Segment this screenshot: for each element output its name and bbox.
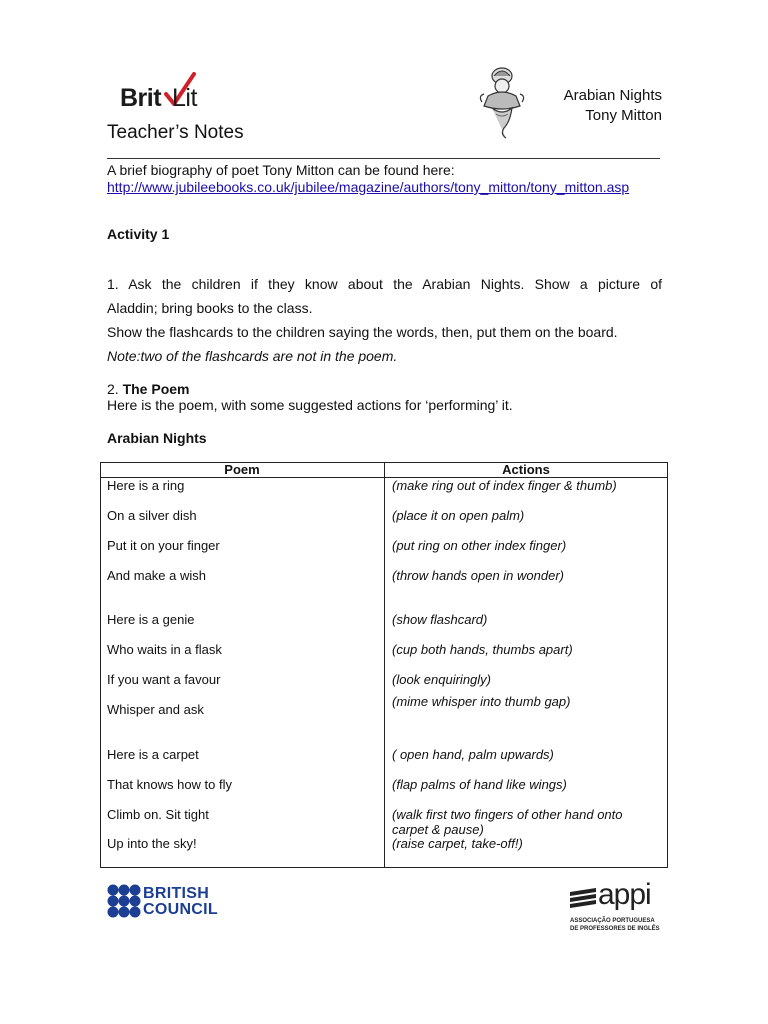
appi-wordmark: appi <box>598 878 651 911</box>
poem-line: That knows how to fly <box>107 777 232 792</box>
column-header-poem: Poem <box>224 462 260 477</box>
action-text: (mime whisper into thumb gap) <box>392 694 571 709</box>
british-council-wordmark <box>143 886 218 918</box>
poem-line: Who waits in a flask <box>107 642 222 657</box>
poem-line: If you want a favour <box>107 672 221 687</box>
activity-heading: Activity 1 <box>107 226 170 242</box>
action-text: (flap palms of hand like wings) <box>392 777 567 792</box>
action-text: (show flashcard) <box>392 612 488 627</box>
action-text: (look enquiringly) <box>392 672 491 687</box>
poem-line: On a silver dish <box>107 508 197 523</box>
page-subtitle: Teacher’s Notes <box>107 122 244 143</box>
table-column-divider <box>384 462 385 868</box>
title-line-2: Tony Mitton <box>585 107 662 124</box>
poem-section-heading <box>107 380 189 398</box>
activity-paragraph-1: 1. Ask the children if they know about the Arabian Nights. Show a picture of <box>107 276 662 292</box>
activity-note: Note:two of the flashcards are not in the poem. <box>107 348 398 364</box>
bio-link[interactable]: http://www.jubileebooks.co.uk/jubilee/magazine/authors/tony_mitton/tony_mitton.asp <box>107 179 630 195</box>
action-text: ( open hand, palm upwards) <box>392 747 554 762</box>
poem-line: Here is a genie <box>107 612 195 627</box>
action-text: (walk first two fingers of other hand onto carpet & pause) <box>392 807 623 837</box>
british-council-logo <box>107 884 237 924</box>
british-council-line-1: BRITISH <box>143 885 210 902</box>
action-text: (raise carpet, take-off!) <box>392 836 523 851</box>
poem-section-number: 2. <box>107 381 123 397</box>
logo-lit-text: Lit <box>172 84 197 112</box>
poem-section-title: The Poem <box>122 381 190 397</box>
appi-subtitle <box>570 917 668 933</box>
poem-line: Here is a carpet <box>107 747 199 762</box>
title-line-1: Arabian Nights <box>563 87 662 104</box>
action-text: (put ring on other index finger) <box>392 538 567 553</box>
poem-line: Up into the sky! <box>107 836 197 851</box>
britlit-logo <box>120 78 230 112</box>
british-council-line-2: COUNCIL <box>143 901 218 918</box>
appi-subtitle-line-1: ASSOCIAÇÃO PORTUGUESA <box>570 918 655 924</box>
appi-logo <box>568 878 668 934</box>
logo-brit-text: Brit <box>120 84 162 112</box>
poem-line: And make a wish <box>107 568 206 583</box>
poem-intro: Here is the poem, with some suggested actions for ‘performing’ it. <box>107 397 513 413</box>
poem-line: Put it on your finger <box>107 538 220 553</box>
activity-paragraph-1-continued: Aladdin; bring books to the class. <box>107 300 313 316</box>
appi-book-icon <box>568 886 598 910</box>
action-text: (throw hands open in wonder) <box>392 568 564 583</box>
poem-line: Climb on. Sit tight <box>107 807 209 822</box>
british-council-dots-icon <box>107 884 141 918</box>
appi-subtitle-line-2: DE PROFESSORES DE INGLÊS <box>570 926 660 932</box>
poem-line: Whisper and ask <box>107 702 204 717</box>
bio-text: A brief biography of poet Tony Mitton can be found here: <box>107 162 455 178</box>
action-text: (make ring out of index finger & thumb) <box>392 478 617 493</box>
table-title: Arabian Nights <box>107 430 207 446</box>
action-text: (place it on open palm) <box>392 508 525 523</box>
header-divider <box>107 158 660 159</box>
poem-line: Here is a ring <box>107 478 185 493</box>
column-header-actions: Actions <box>502 462 550 477</box>
action-text: (cup both hands, thumbs apart) <box>392 642 573 657</box>
activity-paragraph-2: Show the flashcards to the children saying the words, then, put them on the board. <box>107 324 618 340</box>
document-title <box>520 86 662 126</box>
